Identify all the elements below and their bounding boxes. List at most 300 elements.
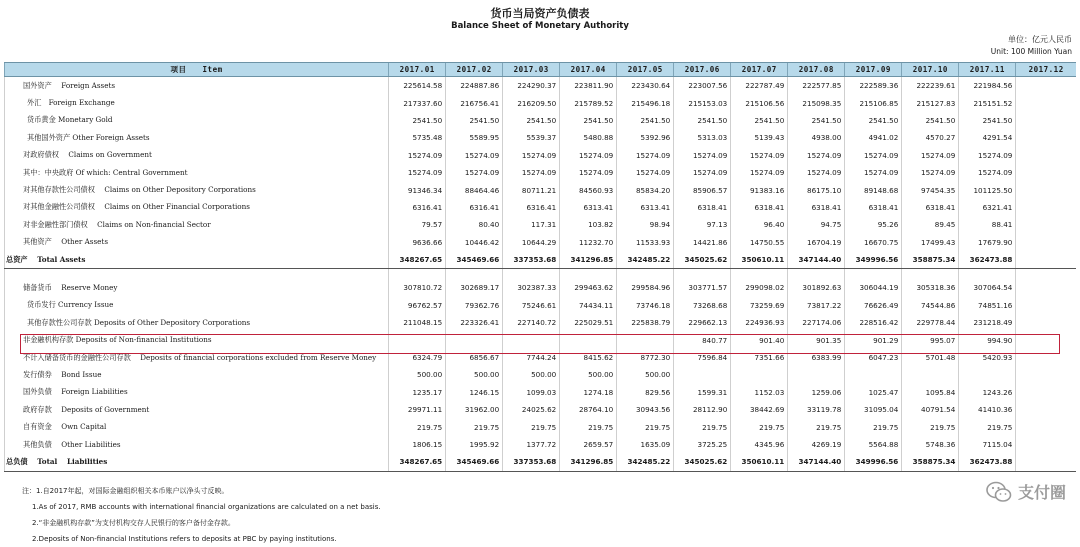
- value-cell: 1274.18: [560, 384, 617, 401]
- value-cell: 216209.50: [503, 94, 560, 111]
- header-period: 2017.07: [731, 63, 788, 77]
- value-cell: 362473.88: [959, 251, 1016, 269]
- table-row: [5, 297, 1077, 314]
- value-cell: 342485.22: [617, 251, 674, 269]
- value-cell: [1016, 251, 1076, 269]
- value-cell: 219.75: [389, 418, 446, 435]
- spacer-cell: [5, 269, 389, 280]
- value-cell: 15274.09: [617, 147, 674, 164]
- value-cell: 101125.50: [959, 181, 1016, 198]
- spacer-cell: [617, 269, 674, 280]
- value-cell: 15274.09: [845, 164, 902, 181]
- title-en: Balance Sheet of Monetary Authority: [451, 21, 629, 31]
- value-cell: 350610.11: [731, 453, 788, 471]
- value-cell: [1016, 384, 1076, 401]
- value-cell: 15274.09: [560, 164, 617, 181]
- value-cell: 94.75: [788, 216, 845, 233]
- value-cell: 86175.10: [788, 181, 845, 198]
- row-label: 货币发行 Currency Issue: [5, 297, 389, 314]
- value-cell: 337353.68: [503, 453, 560, 471]
- value-cell: 219.75: [446, 418, 503, 435]
- value-cell: [1016, 366, 1076, 383]
- value-cell: [389, 331, 446, 348]
- value-cell: 1259.06: [788, 384, 845, 401]
- value-cell: [1016, 401, 1076, 418]
- spacer-cell: [1016, 269, 1076, 280]
- total-row: [5, 453, 1077, 471]
- value-cell: 96762.57: [389, 297, 446, 314]
- value-cell: 98.94: [617, 216, 674, 233]
- value-cell: 11232.70: [560, 234, 617, 251]
- value-cell: 10644.29: [503, 234, 560, 251]
- table-body: [5, 77, 1077, 472]
- value-cell: [788, 366, 845, 383]
- value-cell: 73259.69: [731, 297, 788, 314]
- value-cell: 31962.00: [446, 401, 503, 418]
- header-period: 2017.11: [959, 63, 1016, 77]
- value-cell: 103.82: [560, 216, 617, 233]
- value-cell: 1099.03: [503, 384, 560, 401]
- value-cell: 40791.54: [902, 401, 959, 418]
- value-cell: 1025.47: [845, 384, 902, 401]
- value-cell: 15274.09: [731, 147, 788, 164]
- value-cell: [1016, 129, 1076, 146]
- value-cell: 219.75: [731, 418, 788, 435]
- value-cell: [1016, 453, 1076, 471]
- value-cell: [1016, 349, 1076, 366]
- value-cell: 74434.11: [560, 297, 617, 314]
- value-cell: 223007.56: [674, 77, 731, 95]
- value-cell: [902, 366, 959, 383]
- header-period: 2017.04: [560, 63, 617, 77]
- value-cell: 1635.09: [617, 436, 674, 453]
- value-cell: 73746.18: [617, 297, 674, 314]
- value-cell: 74851.16: [959, 297, 1016, 314]
- value-cell: 5589.95: [446, 129, 503, 146]
- value-cell: 306044.19: [845, 279, 902, 296]
- value-cell: 1152.03: [731, 384, 788, 401]
- value-cell: 215153.03: [674, 94, 731, 111]
- value-cell: 2541.50: [902, 112, 959, 129]
- value-cell: 228516.42: [845, 314, 902, 331]
- value-cell: [1016, 112, 1076, 129]
- value-cell: 219.75: [788, 418, 845, 435]
- value-cell: 229778.44: [902, 314, 959, 331]
- value-cell: 222577.85: [788, 77, 845, 95]
- value-cell: 7351.66: [731, 349, 788, 366]
- value-cell: 348267.65: [389, 453, 446, 471]
- value-cell: 80711.21: [503, 181, 560, 198]
- value-cell: 28112.90: [674, 401, 731, 418]
- value-cell: 215496.18: [617, 94, 674, 111]
- value-cell: 31095.04: [845, 401, 902, 418]
- value-cell: 6318.41: [674, 199, 731, 216]
- row-label: 其他存款性公司存款 Deposits of Other Depository Corporations: [5, 314, 389, 331]
- value-cell: 219.75: [503, 418, 560, 435]
- value-cell: 17679.90: [959, 234, 1016, 251]
- value-cell: 16670.75: [845, 234, 902, 251]
- value-cell: 219.75: [902, 418, 959, 435]
- value-cell: 223430.64: [617, 77, 674, 95]
- value-cell: [1016, 234, 1076, 251]
- value-cell: 4345.96: [731, 436, 788, 453]
- value-cell: 341296.85: [560, 251, 617, 269]
- value-cell: 4570.27: [902, 129, 959, 146]
- value-cell: 88.41: [959, 216, 1016, 233]
- value-cell: 15274.09: [503, 164, 560, 181]
- value-cell: 303771.57: [674, 279, 731, 296]
- value-cell: 85834.20: [617, 181, 674, 198]
- value-cell: [1016, 147, 1076, 164]
- value-cell: 995.07: [902, 331, 959, 348]
- value-cell: 2541.50: [788, 112, 845, 129]
- row-label: 其他国外资产 Other Foreign Assets: [5, 129, 389, 146]
- value-cell: 358875.34: [902, 453, 959, 471]
- table-row: [5, 436, 1077, 453]
- value-cell: 829.56: [617, 384, 674, 401]
- value-cell: 6313.41: [560, 199, 617, 216]
- value-cell: 6318.41: [845, 199, 902, 216]
- table-row: [5, 181, 1077, 198]
- table-row: [5, 366, 1077, 383]
- table-row: [5, 199, 1077, 216]
- value-cell: 14750.55: [731, 234, 788, 251]
- table-row: [5, 147, 1077, 164]
- value-cell: [446, 331, 503, 348]
- value-cell: [731, 366, 788, 383]
- value-cell: [1016, 331, 1076, 348]
- value-cell: 91383.16: [731, 181, 788, 198]
- value-cell: 80.40: [446, 216, 503, 233]
- value-cell: 15274.09: [617, 164, 674, 181]
- header-period: 2017.03: [503, 63, 560, 77]
- value-cell: 8772.30: [617, 349, 674, 366]
- spacer-cell: [788, 269, 845, 280]
- value-cell: 15274.09: [845, 147, 902, 164]
- value-cell: 6324.79: [389, 349, 446, 366]
- value-cell: 15274.09: [902, 147, 959, 164]
- value-cell: 223326.41: [446, 314, 503, 331]
- value-cell: 215106.56: [731, 94, 788, 111]
- total-row: [5, 251, 1077, 269]
- value-cell: 1806.15: [389, 436, 446, 453]
- value-cell: 15274.09: [560, 147, 617, 164]
- value-cell: 222239.61: [902, 77, 959, 95]
- value-cell: 222589.36: [845, 77, 902, 95]
- value-cell: 222787.49: [731, 77, 788, 95]
- value-cell: 345469.66: [446, 251, 503, 269]
- value-cell: 224290.37: [503, 77, 560, 95]
- value-cell: 89148.68: [845, 181, 902, 198]
- value-cell: 215098.35: [788, 94, 845, 111]
- value-cell: 79362.76: [446, 297, 503, 314]
- value-cell: 95.26: [845, 216, 902, 233]
- value-cell: 2541.50: [389, 112, 446, 129]
- note-2-en: 2.Deposits of Non-financial Institutions refers to deposits at PBC by paying institutions.: [32, 535, 337, 543]
- value-cell: 15274.09: [446, 164, 503, 181]
- value-cell: 75246.61: [503, 297, 560, 314]
- value-cell: 76626.49: [845, 297, 902, 314]
- value-cell: 15274.09: [674, 147, 731, 164]
- value-cell: [959, 366, 1016, 383]
- row-label: 储备货币 Reserve Money: [5, 279, 389, 296]
- value-cell: 215151.52: [959, 94, 1016, 111]
- value-cell: [845, 366, 902, 383]
- value-cell: 6318.41: [902, 199, 959, 216]
- value-cell: 500.00: [617, 366, 674, 383]
- value-cell: [1016, 297, 1076, 314]
- table-row: [5, 77, 1077, 95]
- row-label: 货币黄金 Monetary Gold: [5, 112, 389, 129]
- value-cell: 227140.72: [503, 314, 560, 331]
- value-cell: 1095.84: [902, 384, 959, 401]
- value-cell: 17499.43: [902, 234, 959, 251]
- value-cell: 6856.67: [446, 349, 503, 366]
- value-cell: 5748.36: [902, 436, 959, 453]
- row-label: 对其他存款性公司债权 Claims on Other Depository Corporations: [5, 181, 389, 198]
- value-cell: 216756.41: [446, 94, 503, 111]
- unit-cn: 单位：亿元人民币: [1008, 35, 1072, 44]
- spacer-cell: [560, 269, 617, 280]
- row-label: 非金融机构存款 Deposits of Non-financial Institutions: [5, 331, 389, 348]
- value-cell: 1243.26: [959, 384, 1016, 401]
- row-label: 外汇 Foreign Exchange: [5, 94, 389, 111]
- row-label: 总负债 Total Liabilities: [5, 453, 389, 471]
- spacer-cell: [389, 269, 446, 280]
- value-cell: 350610.11: [731, 251, 788, 269]
- value-cell: 5392.96: [617, 129, 674, 146]
- value-cell: 6316.41: [446, 199, 503, 216]
- value-cell: 30943.56: [617, 401, 674, 418]
- value-cell: [1016, 199, 1076, 216]
- value-cell: 2541.50: [959, 112, 1016, 129]
- value-cell: 215789.52: [560, 94, 617, 111]
- row-label: 对其他金融性公司债权 Claims on Other Financial Corporations: [5, 199, 389, 216]
- value-cell: [617, 331, 674, 348]
- header-period: 2017.05: [617, 63, 674, 77]
- value-cell: 15274.09: [674, 164, 731, 181]
- balance-sheet-table: [4, 62, 1076, 472]
- value-cell: 224936.93: [731, 314, 788, 331]
- value-cell: 229662.13: [674, 314, 731, 331]
- value-cell: 362473.88: [959, 453, 1016, 471]
- table-row: [5, 279, 1077, 296]
- value-cell: 345025.62: [674, 251, 731, 269]
- value-cell: 33119.78: [788, 401, 845, 418]
- value-cell: 349996.56: [845, 251, 902, 269]
- row-label: 对政府债权 Claims on Government: [5, 147, 389, 164]
- value-cell: 11533.93: [617, 234, 674, 251]
- value-cell: 10446.42: [446, 234, 503, 251]
- value-cell: 74544.86: [902, 297, 959, 314]
- table-row: [5, 384, 1077, 401]
- header-item: 项目 Item: [5, 63, 389, 77]
- value-cell: 6047.23: [845, 349, 902, 366]
- spacer-cell: [503, 269, 560, 280]
- value-cell: 224887.86: [446, 77, 503, 95]
- value-cell: 2541.50: [731, 112, 788, 129]
- header-period: 2017.06: [674, 63, 731, 77]
- value-cell: 227174.06: [788, 314, 845, 331]
- value-cell: 1235.17: [389, 384, 446, 401]
- value-cell: 299463.62: [560, 279, 617, 296]
- row-label: 政府存款 Deposits of Government: [5, 401, 389, 418]
- table-row: [5, 349, 1077, 366]
- wechat-icon: [986, 481, 1012, 503]
- value-cell: [1016, 418, 1076, 435]
- value-cell: 15274.09: [731, 164, 788, 181]
- note-2-cn: 2.“非金融机构存款”为支付机构交存人民银行的客户备付金存款。: [32, 519, 235, 527]
- value-cell: 500.00: [560, 366, 617, 383]
- value-cell: 8415.62: [560, 349, 617, 366]
- value-cell: 5735.48: [389, 129, 446, 146]
- value-cell: 96.40: [731, 216, 788, 233]
- row-label: 国外资产 Foreign Assets: [5, 77, 389, 95]
- value-cell: 307064.54: [959, 279, 1016, 296]
- header-period: 2017.08: [788, 63, 845, 77]
- table-row: [5, 314, 1077, 331]
- value-cell: 217337.60: [389, 94, 446, 111]
- value-cell: 358875.34: [902, 251, 959, 269]
- value-cell: 6383.99: [788, 349, 845, 366]
- value-cell: 28764.10: [560, 401, 617, 418]
- header-period: 2017.02: [446, 63, 503, 77]
- value-cell: 15274.09: [902, 164, 959, 181]
- value-cell: 15274.09: [389, 147, 446, 164]
- value-cell: 901.29: [845, 331, 902, 348]
- value-cell: 5539.37: [503, 129, 560, 146]
- value-cell: 219.75: [560, 418, 617, 435]
- value-cell: 337353.68: [503, 251, 560, 269]
- value-cell: 219.75: [959, 418, 1016, 435]
- value-cell: 4269.19: [788, 436, 845, 453]
- unit-en: Unit: 100 Million Yuan: [990, 47, 1072, 56]
- value-cell: 97.13: [674, 216, 731, 233]
- header-row: [5, 63, 1077, 77]
- value-cell: [1016, 216, 1076, 233]
- table-row: [5, 401, 1077, 418]
- value-cell: 500.00: [446, 366, 503, 383]
- table-row: [5, 112, 1077, 129]
- value-cell: 15274.09: [446, 147, 503, 164]
- value-cell: 84560.93: [560, 181, 617, 198]
- note-1-cn: 注：1.自2017年起，对国际金融组织相关本币账户以净头寸反映。: [22, 487, 229, 495]
- value-cell: 840.77: [674, 331, 731, 348]
- value-cell: 3725.25: [674, 436, 731, 453]
- watermark-text: 支付圈: [1017, 483, 1066, 502]
- value-cell: 299584.96: [617, 279, 674, 296]
- spacer-cell: [959, 269, 1016, 280]
- table-row: [5, 129, 1077, 146]
- table-row: [5, 94, 1077, 111]
- value-cell: [1016, 77, 1076, 95]
- value-cell: [1016, 181, 1076, 198]
- value-cell: 225838.79: [617, 314, 674, 331]
- value-cell: 15274.09: [959, 147, 1016, 164]
- value-cell: 307810.72: [389, 279, 446, 296]
- value-cell: 299098.02: [731, 279, 788, 296]
- value-cell: 6318.41: [788, 199, 845, 216]
- value-cell: 2659.57: [560, 436, 617, 453]
- value-cell: [1016, 436, 1076, 453]
- row-label: 总资产 Total Assets: [5, 251, 389, 269]
- value-cell: 994.90: [959, 331, 1016, 348]
- spacer-row: [5, 269, 1077, 280]
- value-cell: 301892.63: [788, 279, 845, 296]
- value-cell: 1599.31: [674, 384, 731, 401]
- value-cell: 6313.41: [617, 199, 674, 216]
- value-cell: [503, 331, 560, 348]
- value-cell: 6316.41: [503, 199, 560, 216]
- value-cell: 2541.50: [446, 112, 503, 129]
- value-cell: 5420.93: [959, 349, 1016, 366]
- value-cell: 1246.15: [446, 384, 503, 401]
- value-cell: [1016, 314, 1076, 331]
- value-cell: 215127.83: [902, 94, 959, 111]
- header-period: 2017.10: [902, 63, 959, 77]
- value-cell: 223811.90: [560, 77, 617, 95]
- value-cell: 5139.43: [731, 129, 788, 146]
- spacer-cell: [845, 269, 902, 280]
- value-cell: 6316.41: [389, 199, 446, 216]
- row-label: 其他资产 Other Assets: [5, 234, 389, 251]
- header-period: 2017.12: [1016, 63, 1076, 77]
- value-cell: [1016, 279, 1076, 296]
- value-cell: 4291.54: [959, 129, 1016, 146]
- spacer-cell: [674, 269, 731, 280]
- value-cell: 7744.24: [503, 349, 560, 366]
- value-cell: [674, 366, 731, 383]
- value-cell: 14421.86: [674, 234, 731, 251]
- value-cell: [560, 331, 617, 348]
- value-cell: 348267.65: [389, 251, 446, 269]
- value-cell: 6318.41: [731, 199, 788, 216]
- row-label: 其中：中央政府 Of which: Central Government: [5, 164, 389, 181]
- spacer-cell: [446, 269, 503, 280]
- value-cell: 349996.56: [845, 453, 902, 471]
- table-row: [5, 331, 1077, 348]
- value-cell: 302387.33: [503, 279, 560, 296]
- value-cell: 24025.62: [503, 401, 560, 418]
- value-cell: 347144.40: [788, 453, 845, 471]
- value-cell: 6321.41: [959, 199, 1016, 216]
- value-cell: 41410.36: [959, 401, 1016, 418]
- value-cell: 9636.66: [389, 234, 446, 251]
- value-cell: 345025.62: [674, 453, 731, 471]
- value-cell: 219.75: [617, 418, 674, 435]
- value-cell: 7596.84: [674, 349, 731, 366]
- value-cell: 305318.36: [902, 279, 959, 296]
- row-label: 自有资金 Own Capital: [5, 418, 389, 435]
- value-cell: 88464.46: [446, 181, 503, 198]
- value-cell: 500.00: [503, 366, 560, 383]
- value-cell: 347144.40: [788, 251, 845, 269]
- value-cell: 79.57: [389, 216, 446, 233]
- value-cell: 215106.85: [845, 94, 902, 111]
- notes: [22, 483, 381, 547]
- value-cell: 341296.85: [560, 453, 617, 471]
- value-cell: 85906.57: [674, 181, 731, 198]
- table-row: [5, 234, 1077, 251]
- value-cell: 219.75: [674, 418, 731, 435]
- header-period: 2017.01: [389, 63, 446, 77]
- row-label: 其他负债 Other Liabilities: [5, 436, 389, 453]
- value-cell: 225614.58: [389, 77, 446, 95]
- value-cell: 2541.50: [560, 112, 617, 129]
- value-cell: 4941.02: [845, 129, 902, 146]
- value-cell: 15274.09: [788, 164, 845, 181]
- value-cell: 5701.48: [902, 349, 959, 366]
